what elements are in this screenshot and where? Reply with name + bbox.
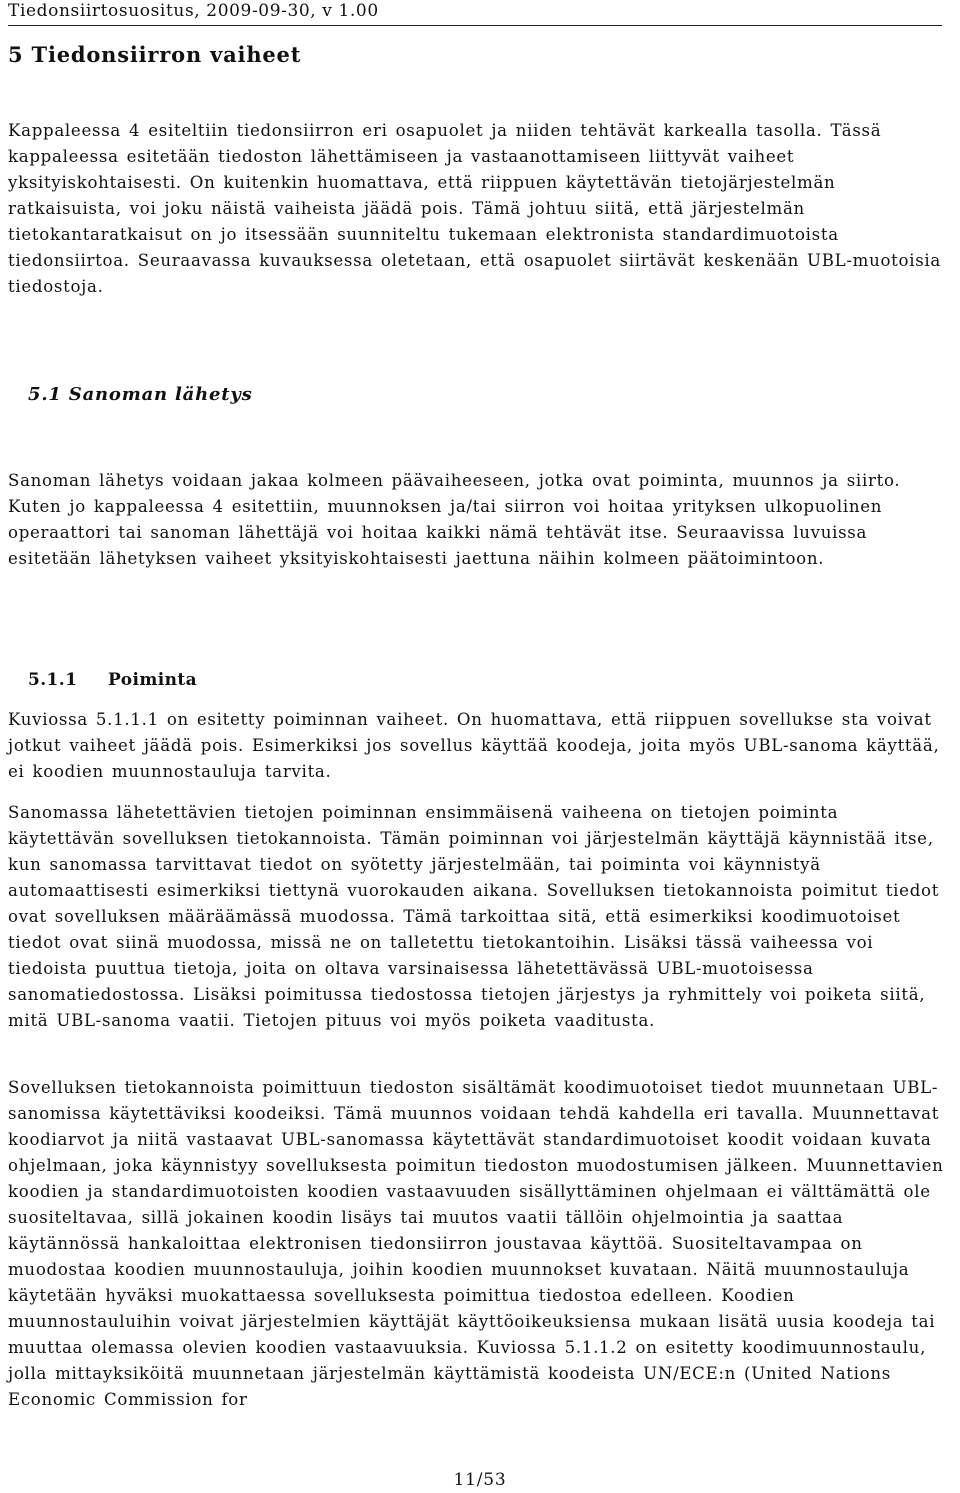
body-paragraph-1: Kuviossa 5.1.1.1 on esitetty poiminnan vaiheet. On huomattava, että riippuen sovellukse sta voivat jotkut vaiheet jäädä pois. Esimerkiksi jos sovellus käyttää koodeja, joita myös UBL-sanoma käyttää, ei koodien muunnostauluja tarvita. [8,710,940,781]
running-header: Tiedonsiirtosuositus, 2009-09-30, v 1.00 [8,1,379,21]
body-paragraph-3: Sovelluksen tietokannoista poimittuun tiedoston sisältämät koodimuotoiset tiedot muunnetaan UBL-sanomissa käytettäviksi koodeiksi. Tämä muunnos voidaan tehdä kahdella eri tavalla. Muunnettavat koodiarvot ja niitä vastaavat UBL-sanomassa käytettävät standardimuotoiset koodit voidaan kuvata ohjelmaan, joka käynnistyy sovelluksesta poimitun tiedoston muodostumisen jälkeen. Muunnettavien koodien ja standardimuotoisten koodien vastaavuuden sisällyttäminen ohjelmaan ei välttämättä ole suositeltavaa, sillä jokainen koodin lisäys tai muutos vaatii tällöin ohjelmointia ja saattaa käytännössä hankaloittaa elektronisen tiedonsiirron joustavaa käyttöä. Suositeltavampaa on muodostaa koodien muunnostauluja, joihin koodien muunnokset kuvataan. Näitä muunnostauluja käytetään hyväksi muokattaessa sovelluksesta poimittua tiedostoa edelleen. Koodien muunnostauluihin voivat järjestelmien käyttäjät käyttöoikeuksiensa mukaan lisätä uusia koodeja tai muuttaa olemassa olevien koodien vastaavuuksia. Kuviossa 5.1.1.2 on esitetty koodimuunnostaulu, jolla mittayksiköitä muunnetaan järjestelmän käyttämistä koodeista UN/ECE:n (United Nations Economic Commission for [8,1078,944,1409]
subsubsection-number: 5.1.1 [28,670,78,690]
subsection-body-paragraph: Sanoman lähetys voidaan jakaa kolmeen päävaiheeseen, jotka ovat poiminta, muunnos ja siirto. Kuten jo kappaleessa 4 esitettiin, muunnoksen ja/tai siirron voi hoitaa yrityksen ulkopuolinen operaattori tai sanoman lähettäjä voi hoitaa kaikki nämä tehtävät itse. Seuraavissa luvuissa esitetään lähetyksen vaiheet yksityiskohtaisesti jaettuna näihin kolmeen päätoimintoon. [8,471,901,568]
section-intro-paragraph: Kappaleessa 4 esiteltiin tiedonsiirron eri osapuolet ja niiden tehtävät karkealla tasolla. Tässä kappaleessa esitetään tiedoston lähettämiseen ja vastaanottamiseen liittyvät vaiheet yksityiskohtaisesti. On kuitenkin huomattava, että riippuen käytettävän tietojärjestelmän ratkaisuista, voi joku näistä vaiheista jäädä pois. Tämä johtuu siitä, että järjestelmän tietokantaratkaisut on jo itsessään suunniteltu tukemaan elektronista standardimuotoista tiedonsiirtoa. Seuraavassa kuvauksessa oletetaan, että osapuolet siirtävät keskenään UBL-muotoisia tiedostoja. [8,121,942,296]
body-paragraph-2: Sanomassa lähetettävien tietojen poiminnan ensimmäisenä vaiheena on tietojen poiminta käytettävän sovelluksen tietokannoista. Tämän poiminnan voi järjestelmän käyttäjä käynnistää itse, kun sanomassa tarvittavat tiedot on syötetty järjestelmään, tai poiminta voi käynnistyä automaattisesti esimerkiksi tiettynä vuorokauden aikana. Sovelluksen tietokannoista poimitut tiedot ovat sovelluksen määräämässä muodossa. Tämä tarkoittaa sitä, että esimerkiksi koodimuotoiset tiedot ovat siinä muodossa, missä ne on talletettu tietokantoihin. Lisäksi tässä vaiheessa voi tiedoista puuttua tietoja, joita on oltava varsinaisessa lähetettävässä UBL-muotoisessa sanomatiedostossa. Lisäksi poimitussa tiedostossa tietojen järjestys ja ryhmittely voi poiketa siitä, mitä UBL-sanoma vaatii. Tietojen pituus voi myös poiketa vaaditusta. [8,803,940,1030]
subsubsection-title: Poiminta [108,670,197,690]
subsection-heading: 5.1 Sanoman lähetys [28,384,253,405]
page-number: 11/53 [453,1470,507,1490]
subsubsection-heading [28,670,197,690]
section-heading: 5 Tiedonsiirron vaiheet [8,42,302,67]
header-divider [8,25,942,26]
